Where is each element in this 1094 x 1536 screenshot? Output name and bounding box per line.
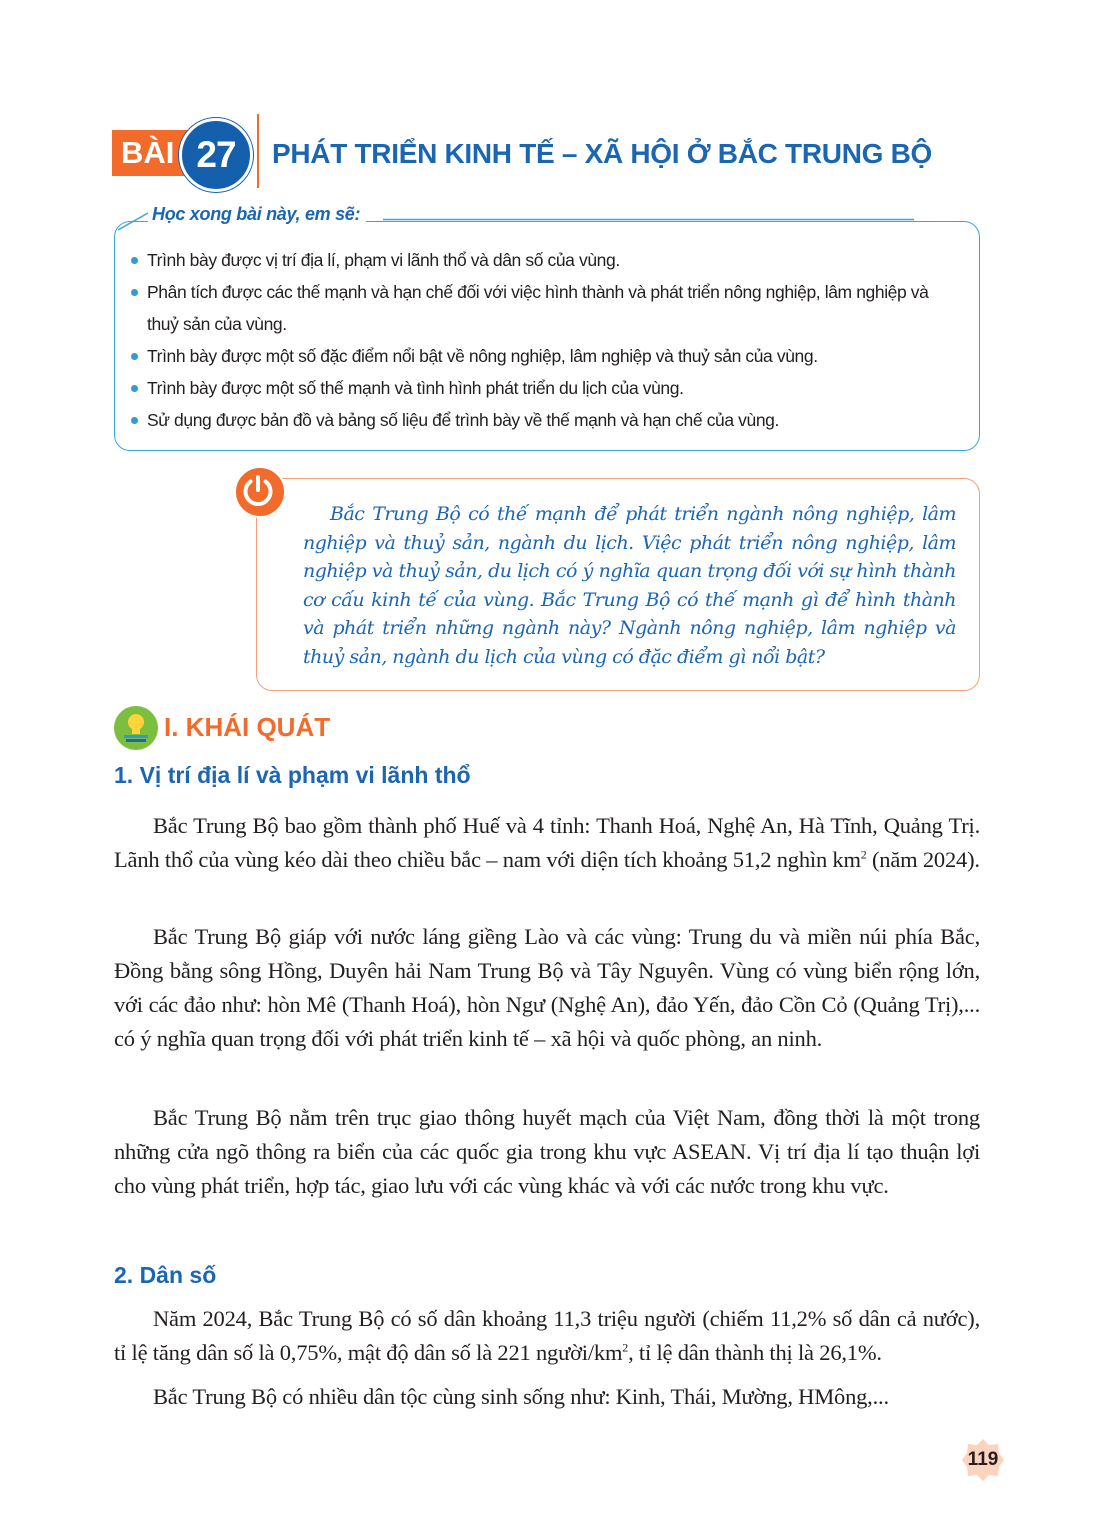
objective-item: Sử dụng được bản đồ và bảng số liệu để trình bày về thế mạnh và hạn chế của vùng. [130, 404, 962, 436]
bullet-icon [131, 353, 138, 360]
objectives-list [130, 244, 962, 436]
paragraph: Bắc Trung Bộ nằm trên trục giao thông huyết mạch của Việt Nam, đồng thời là một trong những cửa ngõ thông ra biển của các quốc gia trong khu vực ASEAN. Vị trí địa lí tạo thuận lợi cho vùng phát triển, hợp tác, giao lưu với các vùng khác và với các nước trong khu vực. [114, 1105, 980, 1198]
objectives-heading: Học xong bài này, em sẽ: [148, 204, 366, 225]
objective-item: Trình bày được vị trí địa lí, phạm vi lãnh thổ và dân số của vùng. [130, 244, 962, 276]
paragraph: Bắc Trung Bộ có nhiều dân tộc cùng sinh sống như: Kinh, Thái, Mường, HMông,... [153, 1384, 889, 1409]
lesson-number: 27 [179, 118, 253, 192]
paragraph: Năm 2024, Bắc Trung Bộ có số dân khoảng 11,3 triệu người (chiếm 11,2% số dân cả nước), tỉ lệ tăng dân số là 0,75%, mật độ dân số là 221 người/$km^2$, tỉ lệ dân thành thị là 26,1%. [114, 1306, 980, 1365]
objective-item: Trình bày được một số thế mạnh và tình hình phát triển du lịch của vùng. [130, 372, 962, 404]
paragraph: Bắc Trung Bộ giáp với nước láng giềng Lào và các vùng: Trung du và miền núi phía Bắc, Đồng bằng sông Hồng, Duyên hải Nam Trung Bộ và Tây Nguyên. Vùng có vùng biển rộng lớn, với các đảo như: hòn Mê (Thanh Hoá), hòn Ngư (Nghệ An), đảo Yến, đảo Cồn Cỏ (Quảng Trị),... có ý nghĩa quan trọng đối với phát triển kinh tế – xã hội và quốc phòng, an ninh. [114, 924, 980, 1051]
objective-item: Trình bày được một số đặc điểm nổi bật về nông nghiệp, lâm nghiệp và thuỷ sản của vùng. [130, 340, 962, 372]
subsection-title: 2. Dân số [114, 1262, 217, 1288]
page-number: 119 [961, 1438, 1005, 1482]
intro-text: Bắc Trung Bộ có thế mạnh để phát triển ngành nông nghiệp, lâm nghiệp và thuỷ sản, ngành du lịch. Việc phát triển nông nghiệp, lâm nghiệp và thuỷ sản, du lịch có ý nghĩa quan trọng đối với sự hình thành cơ cấu kinh tế của vùng. Bắc Trung Bộ có thế mạnh gì để hình thành và phát triển những ngành này? Ngành nông nghiệp, lâm nghiệp và thuỷ sản, ngành du lịch của vùng có đặc điểm gì nổi bật? [303, 503, 956, 668]
bullet-icon [131, 385, 138, 392]
bullet-icon [131, 417, 138, 424]
bullet-icon [131, 289, 138, 296]
paragraph: Bắc Trung Bộ bao gồm thành phố Huế và 4 tỉnh: Thanh Hoá, Nghệ An, Hà Tĩnh, Quảng Trị. Lãnh thổ của vùng kéo dài theo chiều bắc – nam với diện tích khoảng 51,2 nghìn $km^2$ (năm 2024). [114, 813, 980, 872]
bullet-icon [131, 257, 138, 264]
lesson-label: BÀI [112, 130, 192, 176]
objective-item: Phân tích được các thế mạnh và hạn chế đối với việc hình thành và phát triển nông nghiệp, lâm nghiệp và thuỷ sản của vùng. [130, 276, 962, 340]
subsection-title: 1. Vị trí địa lí và phạm vi lãnh thổ [114, 762, 471, 788]
lightbulb-icon [114, 706, 158, 750]
power-icon [234, 466, 286, 518]
section-title: I. KHÁI QUÁT [164, 712, 331, 742]
page-title: PHÁT TRIỂN KINH TẾ – XÃ HỘI Ở BẮC TRUNG BỘ [272, 138, 932, 169]
